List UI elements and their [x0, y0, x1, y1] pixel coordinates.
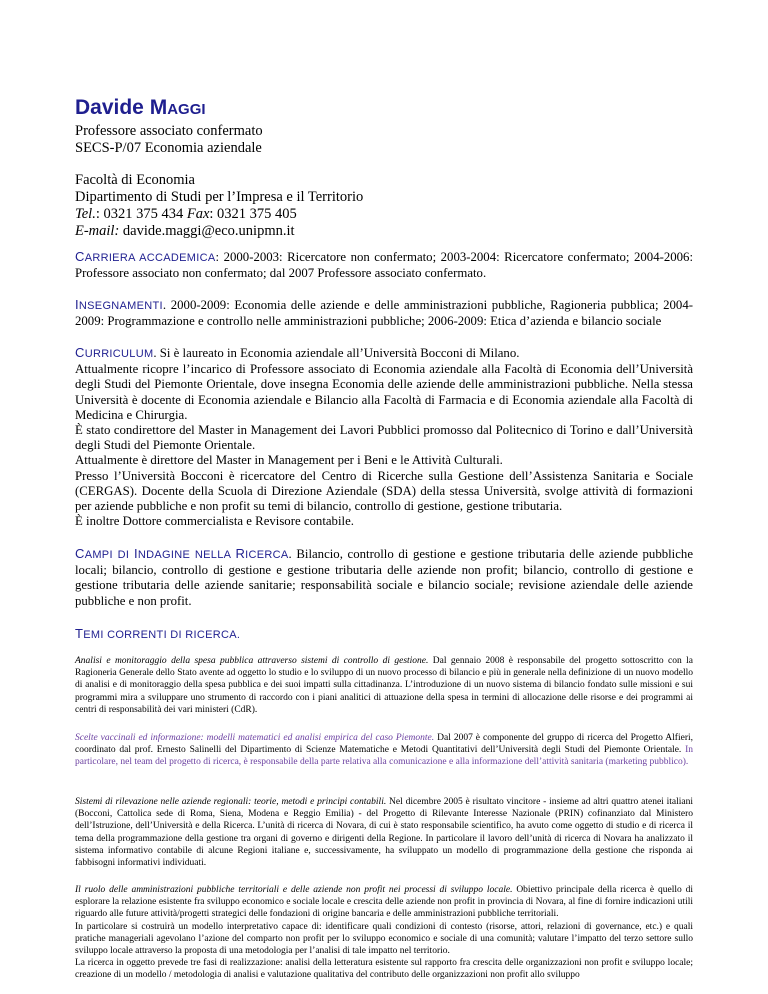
contact-block — [75, 172, 693, 240]
section-insegnamenti: INSEGNAMENTI. 2000-2009: Economia delle aziende e delle amministrazioni pubbliche, Ragioneria pubblica; 2004-2009: Programmazione e controllo nelle amministrazioni pubbliche; 2006-2009: Etica d’azienda e bilancio sociale — [75, 297, 693, 329]
temi-heading: TEMI CORRENTI DI RICERCA — [75, 626, 237, 641]
curriculum-p2: Attualmente ricopre l’incarico di Professore associato di Economia aziendale alla Facoltà di Economia dell’Università degli Studi del Piemonte Orientale, dove insegna Economia delle aziende delle amministrazioni pubbliche. Nella stessa Università è docente di Economia aziendale e Bilancio alla Facoltà di Farmacia e di Economia aziendale alla Facoltà di Medicina e Chirurgia. — [75, 362, 693, 422]
research-title: Scelte vaccinali ed informazione: modelli matematici ed analisi empirica del caso Piemonte. — [75, 733, 435, 743]
email-label: E-mail: — [75, 223, 120, 239]
email-link[interactable]: davide.maggi@eco.unipmn.it — [119, 223, 295, 239]
research-text-highlight: In particolare, nel team del progetto di ricerca, è responsabile della parte relativa alla comunicazione e alla informazione dell’attività sanitaria (marketing pubblico). — [75, 745, 693, 768]
tel-label: Tel. — [75, 206, 96, 222]
carriera-heading: CARRIERA ACCADEMICA — [75, 249, 216, 264]
role-block — [75, 123, 693, 157]
research-text: Dal gennaio 2008 è responsabile del progetto sottoscritto con la Ragioneria Generale dello Stato avente ad oggetto lo studio e lo sviluppo di un nuovo processo di bilancio e più in generale nella definizione di un nuovo modello di analisi e di monitoraggio della spesa pubblica e dei suoi impatti sulla cittadinanza. L’introduzione di un nuovo sistema di bilancio fondato sulle missioni e sui programmi mira a sviluppare uno strumento di raccordo con i piani analitici di attuazione della spesa in termini di allocazione delle risorse e dei programmi ai centri di responsabilità dei vari ministeri (CdR). — [75, 656, 693, 715]
department: Dipartimento di Studi per l’Impresa e il Territorio — [75, 189, 364, 205]
research-text: La ricerca in oggetto prevede tre fasi di realizzazione: analisi della letteratura esistente sul rapporto fra crescita delle organizzazioni non profit e sviluppo locale; creazione di un modello / metodologia di analisi e valutazione qualitativa del contributo delle organizzazioni non profit allo sviluppo — [75, 958, 693, 981]
section-temi: TEMI CORRENTI DI RICERCA. — [75, 626, 241, 641]
campi-heading: CAMPI DI INDAGINE NELLA RICERCA — [75, 546, 289, 561]
sector: SECS-P/07 Economia aziendale — [75, 140, 262, 156]
curriculum-p6: È inoltre Dottore commercialista e Revisore contabile. — [75, 514, 354, 529]
research-text: In particolare si costruirà un modello interpretativo capace di: identificare quali condizioni di contesto (risorse, attori, relazioni di governance, etc.) e quali pratiche manageriali agevolano l’azione del comparto non profit per lo sviluppo economico e sociale di una comunità; valutare l’impatto del terzo settore sullo sviluppo locale attraverso la proposta di una metodologia per l’analisi di tale impatto nel territorio. — [75, 921, 693, 957]
section-curriculum: CURRICULUM. Si è laureato in Economia aziendale all’Università Bocconi di Milano. Attualmente ricopre l’incarico di Professore associato di Economia aziendale alla Facoltà di Economia dell’Università degli Studi del Piemonte Orientale, dove insegna Economia delle aziende delle amministrazioni pubbliche. Nella stessa Università è docente di Economia aziendale e Bilancio alla Facoltà di Farmacia e di Economia aziendale alla Facoltà di Medicina e Chirurgia. È stato condirettore del Master in Management dei Lavori Pubblici promosso dal Politecnico di Torino e dall’Università degli Studi del Piemonte Orientale. Attualmente è direttore del Master in Management per i Beni e le Attività Culturali. Presso l’Università Bocconi è ricercatore del Centro di Ricerche sulla Gestione dell’Assistenza Sanitaria e Sociale (CERGAS). Docente della Scuola di Direzione Aziendale (SDA) della stessa Università, svolge attività di formazioni per aziende pubbliche e non profit su temi di bilancio, controllo di gestione, gestione tributaria. È inoltre Dottore commercialista e Revisore contabile. — [75, 345, 693, 529]
fax-label: Fax — [186, 206, 210, 222]
research-text: Nel dicembre 2005 è risultato vincitore - insieme ad altri quattro atenei italiani (Bocconi, Cattolica sede di Roma, Siena, Modena e Reggio Emilia) - del Progetto di Rilevante Interesse Nazionale (PRIN) cofinanziato dal Ministero dell’Istruzione, dell’Università e della Ricerca. L’unità di ricerca di Novara, di cui è stato responsabile scientifico, ha avuto come oggetto di studio e di ricerca il tema della programmazione della gestione tra organi di governo e dirigenti della Regione. In particolare il lavoro dell’unità di ricerca di Novara ha analizzato il sistema informativo contabile di alcune Regioni italiane e, successivamente, ha sviluppato un modello di programmazione della gestione che risponda ai fabbisogni informativi individuati. — [75, 797, 693, 869]
research-item-1 — [75, 655, 693, 716]
person-name: Davide MAGGI — [75, 96, 206, 119]
section-carriera: CARRIERA ACCADEMICA: 2000-2003: Ricercatore non confermato; 2003-2004: Ricercatore confermato; 2004-2006: Professore associato non confermato; dal 2007 Professore associato confermato. — [75, 249, 694, 281]
curriculum-p3: È stato condirettore del Master in Management dei Lavori Pubblici promosso dal Politecnico di Torino e dall’Università degli Studi del Piemonte Orientale. — [75, 423, 693, 453]
curriculum-p5: Presso l’Università Bocconi è ricercatore del Centro di Ricerche sulla Gestione dell’Assistenza Sanitaria e Sociale (CERGAS). Docente della Scuola di Direzione Aziendale (SDA) della stessa Università, svolge attività di formazioni per aziende pubbliche e non profit su temi di bilancio, controllo di gestione, gestione tributaria. — [75, 468, 693, 514]
research-text: Dal 2007 è componente del gruppo di ricerca del Progetto Alfieri, coordinato dal prof. Ernesto Salinelli del Dipartimento di Scienze Matematiche e Metodi Quantitativi dell’Università degli Studi del Piemonte Orientale. In particolare, nel team del progetto di ricerca, è responsabile della parte relativa alla comunicazione e alla informazione dell’attività sanitaria (marketing pubblico). — [75, 733, 693, 768]
curriculum-heading: CURRICULUM — [75, 345, 154, 360]
curriculum-p1: Si è laureato in Economia aziendale all’Università Bocconi di Milano. — [156, 346, 520, 360]
fax-value: : 0321 375 405 — [209, 206, 297, 222]
curriculum-p4: Attualmente è direttore del Master in Management per i Beni e le Attività Culturali. — [75, 453, 503, 468]
insegnamenti-text: 2000-2009: Economia delle aziende e delle amministrazioni pubbliche, Ragioneria pubblica; 2004-2009: Programmazione e controllo nelle amministrazioni pubbliche; 2006-2009: Etica d’azienda e bilancio sociale — [75, 298, 693, 329]
insegnamenti-heading: INSEGNAMENTI — [75, 297, 163, 312]
email-line — [75, 223, 693, 240]
phone-fax — [75, 206, 693, 223]
research-text: Obiettivo principale della ricerca è quello di esplorare la relazione esistente fra sviluppo economico e sociale locale e crescita delle aziende non profit in provincia di Novara, al fine di fornire indicazioni utili riguardo alle future attività/progetti strategici delle fondazioni di origine bancaria e delle amministrazioni pubbliche territoriali. — [75, 885, 694, 920]
research-item-3 — [75, 796, 693, 869]
research-item-2 — [75, 732, 693, 769]
research-title: Analisi e monitoraggio della spesa pubblica attraverso sistemi di controllo di gestione. — [75, 656, 429, 666]
research-title: Sistemi di rilevazione nelle aziende regionali: teorie, metodi e principi contabili. — [75, 797, 387, 807]
faculty: Facoltà di Economia — [75, 172, 195, 188]
tel-value: : 0321 375 434 — [95, 206, 187, 222]
section-campi: CAMPI DI INDAGINE NELLA RICERCA. Bilancio, controllo di gestione e gestione tributaria delle aziende pubbliche locali; bilancio, controllo di gestione e gestione tributaria delle aziende non profit; bilancio, controllo di gestione e gestione tributaria delle aziende sanitarie; responsabilità sociale e bilancio sociale; revisione aziendale delle aziende pubbliche e non profit. — [75, 546, 693, 608]
role: Professore associato confermato — [75, 123, 263, 139]
research-item-4 — [75, 884, 693, 982]
research-title: Il ruolo delle amministrazioni pubbliche territoriali e delle aziende non profit nei processi di sviluppo locale. — [75, 885, 513, 895]
campi-text: Bilancio, controllo di gestione e gestione tributaria delle aziende pubbliche locali; bilancio, controllo di gestione e gestione tributaria delle aziende non profit; bilancio, controllo di gestione e gestione tributaria delle aziende sanitarie; responsabilità sociale e bilancio sociale; revisione aziendale delle aziende pubbliche e non profit. — [75, 547, 693, 608]
carriera-text: 2000-2003: Ricercatore non confermato; 2003-2004: Ricercatore confermato; 2004-2006: Professore associato non confermato; dal 2007 Professore associato confermato. — [75, 250, 694, 281]
